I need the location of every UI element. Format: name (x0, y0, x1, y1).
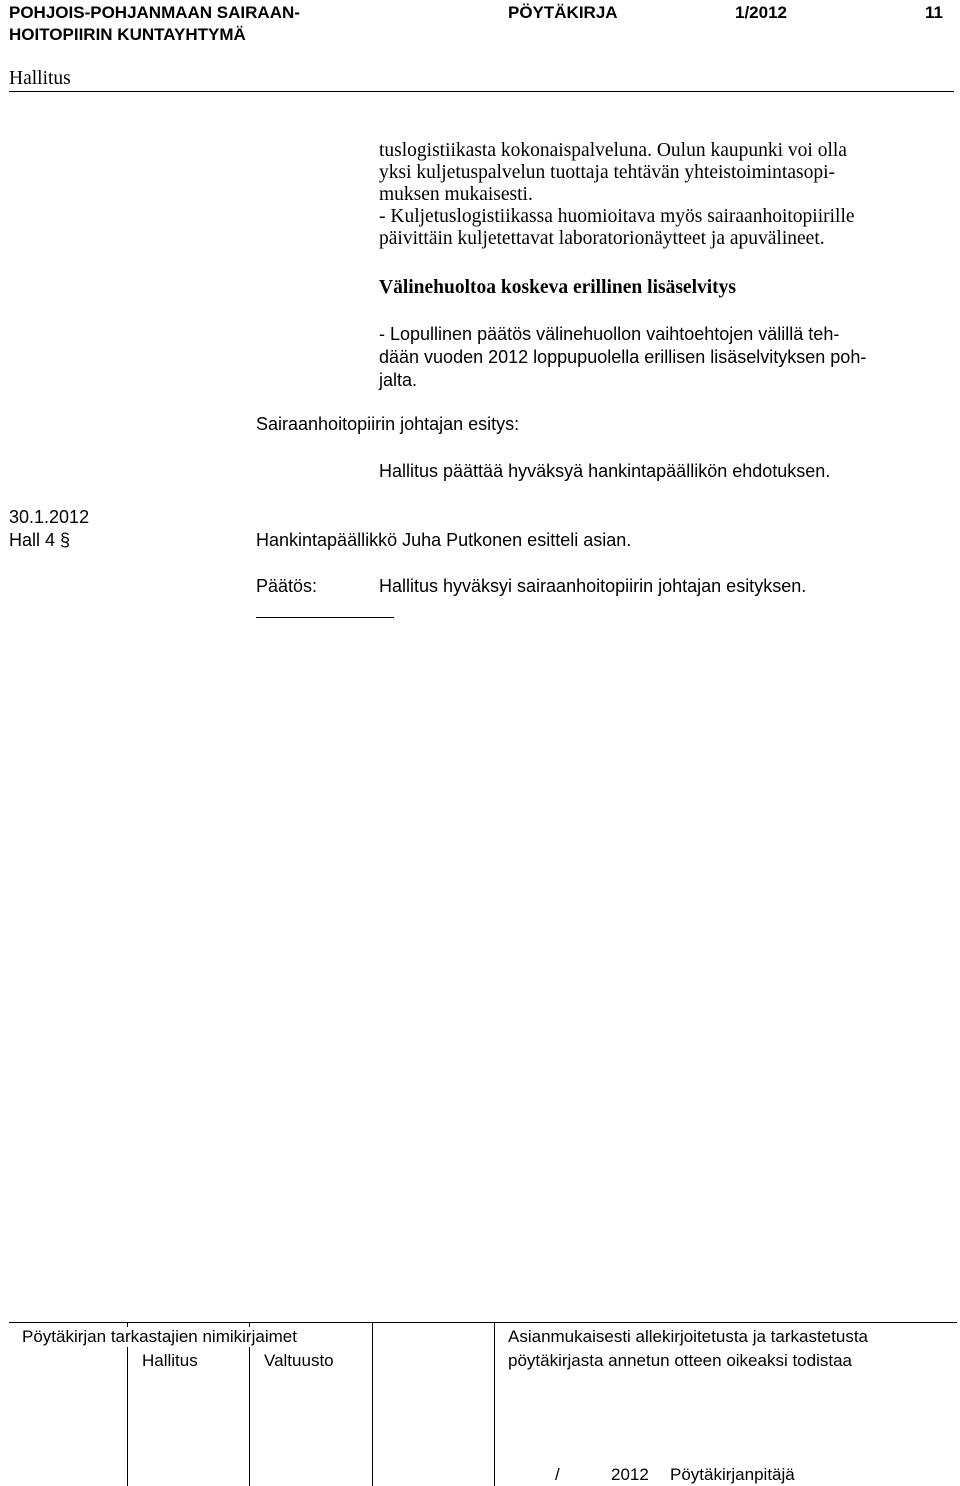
para1-line4: - Kuljetuslogistiikassa huomioitava myös sairaanhoitopiirille (379, 206, 855, 227)
doc-number: 1/2012 (735, 3, 787, 22)
para1-line2: yksi kuljetuspalvelun tuottaja tehtävän yhteistoimintasopi- (379, 162, 836, 183)
proposal-label: Sairaanhoitopiirin johtajan esitys: (256, 414, 520, 434)
para2-line1: - Lopullinen päätös välinehuollon vaihtoehtojen välillä teh- (379, 324, 840, 344)
footer-date-slash: / (555, 1465, 560, 1484)
doc-type: PÖYTÄKIRJA (508, 3, 618, 22)
footer-top-rule (9, 1322, 957, 1323)
footer-divider-4 (494, 1322, 495, 1486)
footer-right-line2: pöytäkirjasta annetun otteen oikeaksi todistaa (508, 1351, 853, 1370)
org-name-line1: POHJOIS-POHJANMAAN SAIRAAN- (9, 3, 300, 22)
subheading: Välinehuoltoa koskeva erillinen lisäselvitys (379, 277, 736, 298)
meeting-date: 30.1.2012 (9, 507, 90, 527)
proposal-text: Hallitus päättää hyväksyä hankintapäällikön ehdotuksen. (379, 461, 831, 481)
section-end-rule (256, 617, 394, 618)
para2-line2: dään vuoden 2012 loppupuolella erillisen lisäselvityksen poh- (379, 347, 867, 367)
footer-signer: Pöytäkirjanpitäjä (670, 1465, 795, 1484)
para1-line5: päivittäin kuljetettavat laboratorionäytteet ja apuvälineet. (379, 228, 825, 249)
footer-year: 2012 (611, 1465, 649, 1484)
header-rule (9, 91, 954, 92)
decision-text: Hallitus hyväksyi sairaanhoitopiirin johtajan esityksen. (379, 576, 807, 596)
para2-line3: jalta. (379, 370, 418, 390)
presenter-text: Hankintapäällikkö Juha Putkonen esitteli asian. (256, 530, 632, 550)
footer-col-valtuusto: Valtuusto (264, 1351, 334, 1370)
footer-divider-3 (372, 1322, 373, 1486)
decision-label: Päätös: (256, 576, 318, 596)
org-name-line2: HOITOPIIRIN KUNTAYHTYMÄ (9, 25, 246, 44)
para1-line3: muksen mukaisesti. (379, 184, 533, 205)
footer-left-title: Pöytäkirjan tarkastajien nimikirjaimet (22, 1327, 297, 1346)
meeting-ref: Hall 4 § (9, 530, 71, 550)
page-number: 11 (925, 3, 943, 22)
para1-line1: tuslogistiikasta kokonaispalveluna. Oulun kaupunki voi olla (379, 140, 847, 161)
footer-col-hallitus: Hallitus (142, 1351, 198, 1370)
body-name: Hallitus (9, 68, 71, 89)
footer-right-line1: Asianmukaisesti allekirjoitetusta ja tarkastetusta (508, 1327, 868, 1346)
